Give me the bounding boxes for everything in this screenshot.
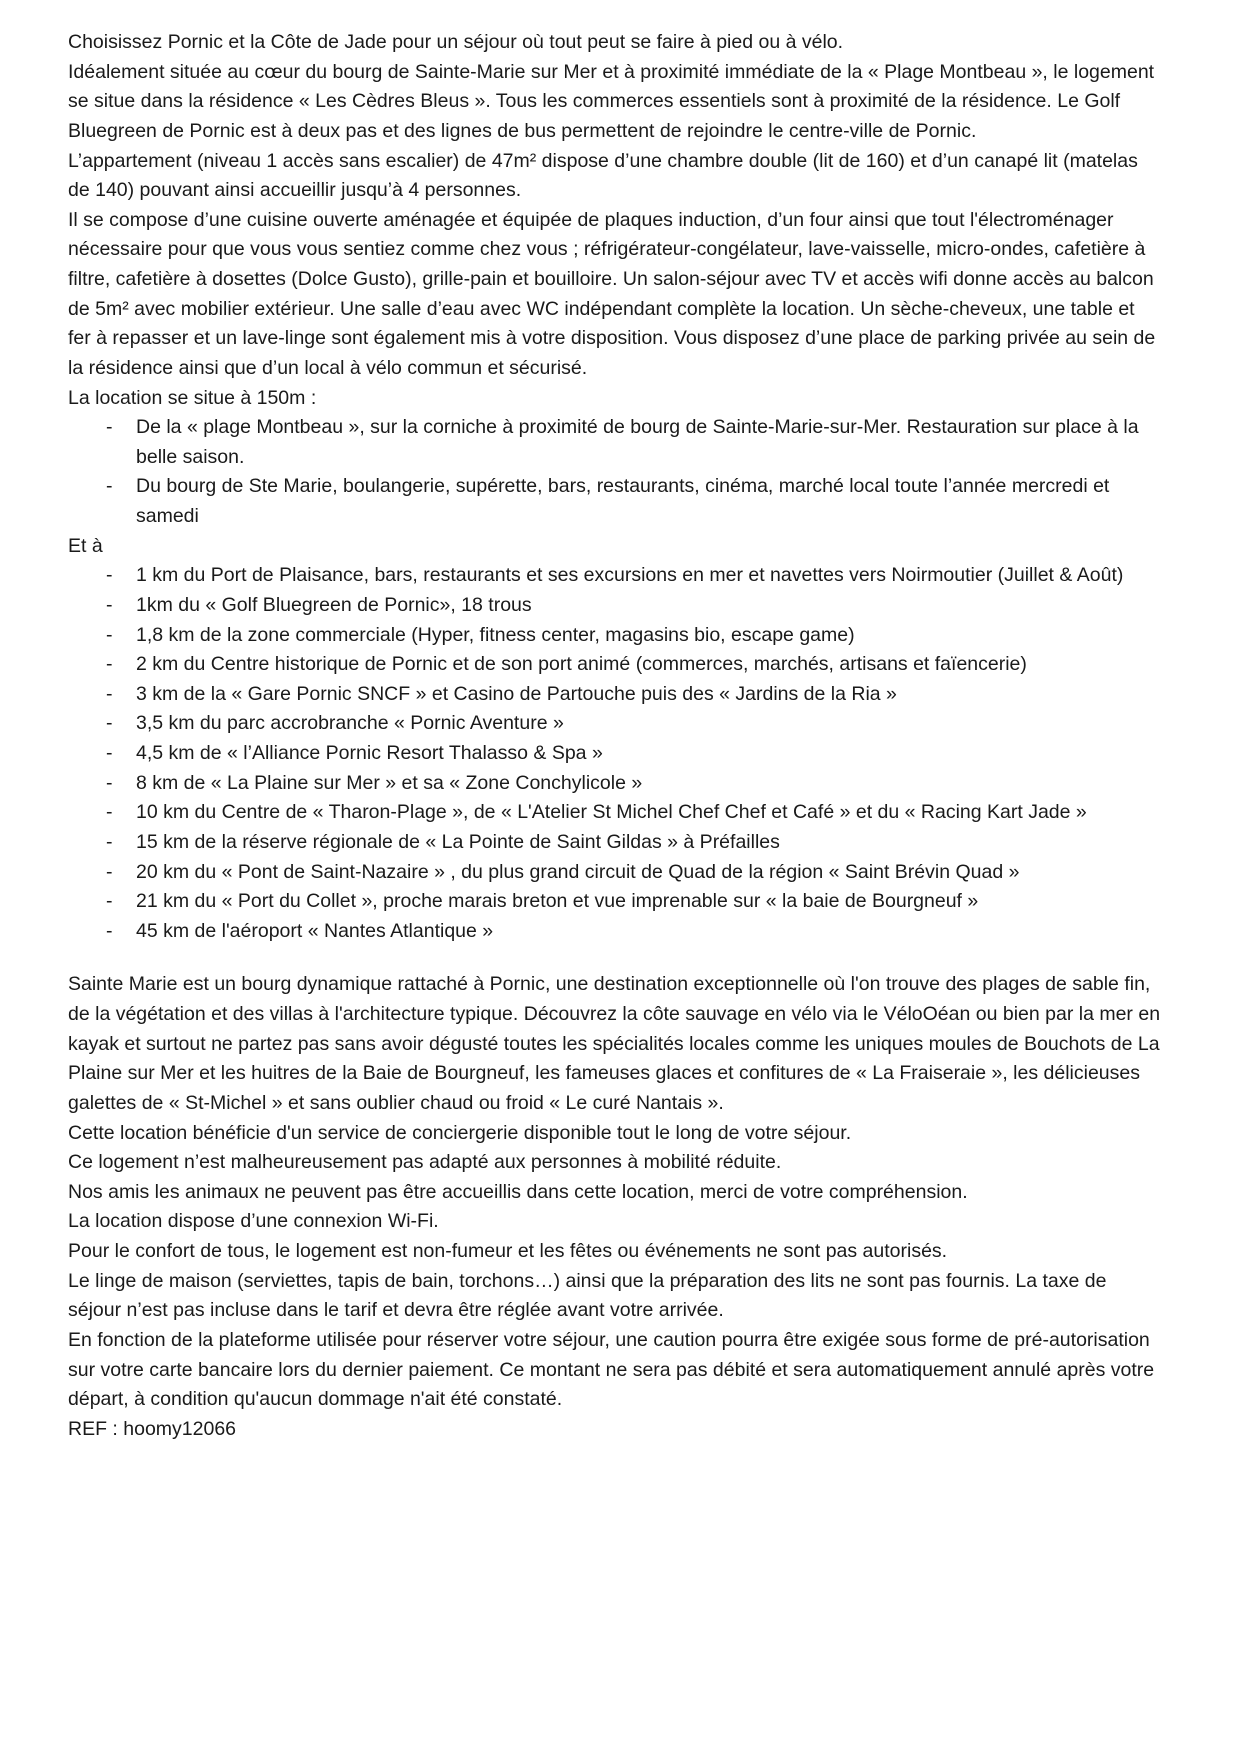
paragraph-intro-1: Choisissez Pornic et la Côte de Jade pour un séjour où tout peut se faire à pied ou à vélo. [68,31,844,53]
bullet-dash-icon: - [106,890,113,913]
spacer [68,946,1162,970]
paragraph-closing-8: En fonction de la plateforme utilisée pour réserver votre séjour, une caution pourra être exigée sous forme de pré-autorisation sur votre carte bancaire lors du dernier paiement. Ce montant ne sera pas débité et sera automatiquement annulé après votre départ, à condition qu'aucun dommage n'ait été constaté. [68,1328,1155,1411]
list-item [68,413,1162,472]
list-item-label: 1,8 km de la zone commerciale (Hyper, fitness center, magasins bio, escape game) [136,623,855,646]
list-item-label: 10 km du Centre de « Tharon-Plage », de « L'Atelier St Michel Chef Chef et Café » et du « Racing Kart Jade » [136,801,1087,824]
bullet-dash-icon: - [106,830,113,853]
list-item-label: 4,5 km de « l’Alliance Pornic Resort Thalasso & Spa » [136,742,603,764]
list-item-label: 45 km de l'aéroport « Nantes Atlantique » [136,919,494,942]
paragraph-distances-intro: Et à [68,534,103,557]
bullet-dash-icon: - [106,712,113,735]
paragraph-closing-1: Sainte Marie est un bourg dynamique rattaché à Pornic, une destination exceptionnelle où l'on trouve des plages de sable fin, de la végétation et des villas à l'architecture typique. Découvrez la côte sauvage en vélo via le VéloOéan ou bien par la mer en kayak et surtout ne partez pas sans avoir dégusté toutes les spécialités locales comme les uniques moules de Bouchots de La Plaine sur Mer et les huitres de la Baie de Bourgneuf, les fameuses glaces et confitures de « La Fraiseraie », les délicieuses galettes de « St-Michel » et sans oublier chaud ou froid « Le curé Nantais ». [68,973,1161,1114]
bullet-dash-icon: - [106,653,113,676]
paragraph-closing-5: La location dispose d’une connexion Wi-Fi. [68,1210,439,1233]
list-item-label: 1km du « Golf Bluegreen de Pornic», 18 trous [136,593,532,616]
closing-section [68,970,1162,1414]
list-item [68,561,1162,591]
list-item-label: Du bourg de Ste Marie, boulangerie, supérette, bars, restaurants, cinéma, marché local toute l’année mercredi et samedi [136,475,1110,527]
intro-section [68,28,1162,413]
list-item [68,472,1162,531]
list-distances [68,561,1162,946]
list-item [68,769,1162,799]
list-item-label: 3,5 km du parc accrobranche « Pornic Aventure » [136,712,564,735]
paragraph-closing-3: Ce logement n’est malheureusement pas adapté aux personnes à mobilité réduite. [68,1151,782,1174]
list-item-label: 8 km de « La Plaine sur Mer » et sa « Zone Conchylicole » [136,771,643,794]
bullet-dash-icon: - [106,416,113,439]
bullet-dash-icon: - [106,623,113,646]
list-item [68,621,1162,651]
paragraph-intro-4: Il se compose d’une cuisine ouverte aménagée et équipée de plaques induction, d’un four ainsi que tout l'électroménager nécessaire pour que vous vous sentiez comme chez vous ; réfrigérateur-congélateur, lave-vaisselle, micro-ondes, cafetière à filtre, cafetière à dosettes (Dolce Gusto), grille-pain et bouilloire. Un salon-séjour avec TV et accès wifi donne accès au balcon de 5m² avec mobilier extérieur. Une salle d’eau avec WC indépendant complète la location. Un sèche-cheveux, une table et fer à repasser et un lave-linge sont également mis à votre disposition. Vous disposez d’une place de parking privée au sein de la résidence ainsi que d’un local à vélo commun et sécurisé. [68,208,1156,379]
bullet-dash-icon: - [106,475,113,498]
reference-code: REF : hoomy12066 [68,1417,237,1440]
list-item [68,650,1162,680]
bullet-dash-icon: - [106,860,113,883]
list-item [68,858,1162,888]
bullet-dash-icon: - [106,593,113,616]
list-item [68,591,1162,621]
paragraph-closing-4: Nos amis les animaux ne peuvent pas être accueillis dans cette location, merci de votre compréhension. [68,1180,968,1203]
list-item-label: 1 km du Port de Plaisance, bars, restaurants et ses excursions en mer et navettes vers Noirmoutier (Juillet & Août) [136,564,1124,587]
list-item [68,828,1162,858]
list-item [68,798,1162,828]
list-item [68,680,1162,710]
list-item-label: 20 km du « Pont de Saint-Nazaire » , du plus grand circuit de Quad de la région « Saint Brévin Quad » [136,860,1020,883]
list-item [68,917,1162,947]
list-item-label: De la « plage Montbeau », sur la corniche à proximité de bourg de Sainte-Marie-sur-Mer. Restauration sur place à la belle saison. [136,416,1139,468]
paragraph-closing-2: Cette location bénéficie d'un service de conciergerie disponible tout le long de votre séjour. [68,1121,852,1144]
list-item-label: 2 km du Centre historique de Pornic et de son port animé (commerces, marchés, artisans et faïencerie) [136,653,1027,676]
paragraph-location-150m-intro: La location se situe à 150m : [68,386,317,409]
paragraph-intro-2: Idéalement située au cœur du bourg de Sainte-Marie sur Mer et à proximité immédiate de la « Plage Montbeau », le logement se situe dans la résidence « Les Cèdres Bleus ». Tous les commerces essentiels sont à proximité de la résidence. Le Golf Bluegreen de Pornic est à deux pas et des lignes de bus permettent de rejoindre le centre-ville de Pornic. [68,60,1155,142]
list-item [68,709,1162,739]
list-item-label: 21 km du « Port du Collet », proche marais breton et vue imprenable sur « la baie de Bourgneuf » [136,890,979,913]
paragraph-closing-7: Le linge de maison (serviettes, tapis de bain, torchons…) ainsi que la préparation des lits ne sont pas fournis. La taxe de séjour n’est pas incluse dans le tarif et devra être réglée avant votre arrivée. [68,1269,1107,1322]
bullet-dash-icon: - [106,919,113,942]
paragraph-intro-3: L’appartement (niveau 1 accès sans escalier) de 47m² dispose d’une chambre double (lit de 160) et d’un canapé lit (matelas de 140) pouvant ainsi accueillir jusqu’à 4 personnes. [68,149,1138,202]
bullet-dash-icon: - [106,682,113,705]
list-item-label: 3 km de la « Gare Pornic SNCF » et Casino de Partouche puis des « Jardins de la Ria » [136,682,897,705]
bullet-dash-icon: - [106,742,113,764]
bullet-dash-icon: - [106,801,113,824]
list-item-label: 15 km de la réserve régionale de « La Pointe de Saint Gildas » à Préfailles [136,830,780,853]
list-item [68,739,1162,769]
bullet-dash-icon: - [106,771,113,794]
paragraph-closing-6: Pour le confort de tous, le logement est non-fumeur et les fêtes ou événements ne sont pas autorisés. [68,1240,948,1262]
list-150m [68,413,1162,532]
list-item [68,887,1162,917]
bullet-dash-icon: - [106,564,113,587]
